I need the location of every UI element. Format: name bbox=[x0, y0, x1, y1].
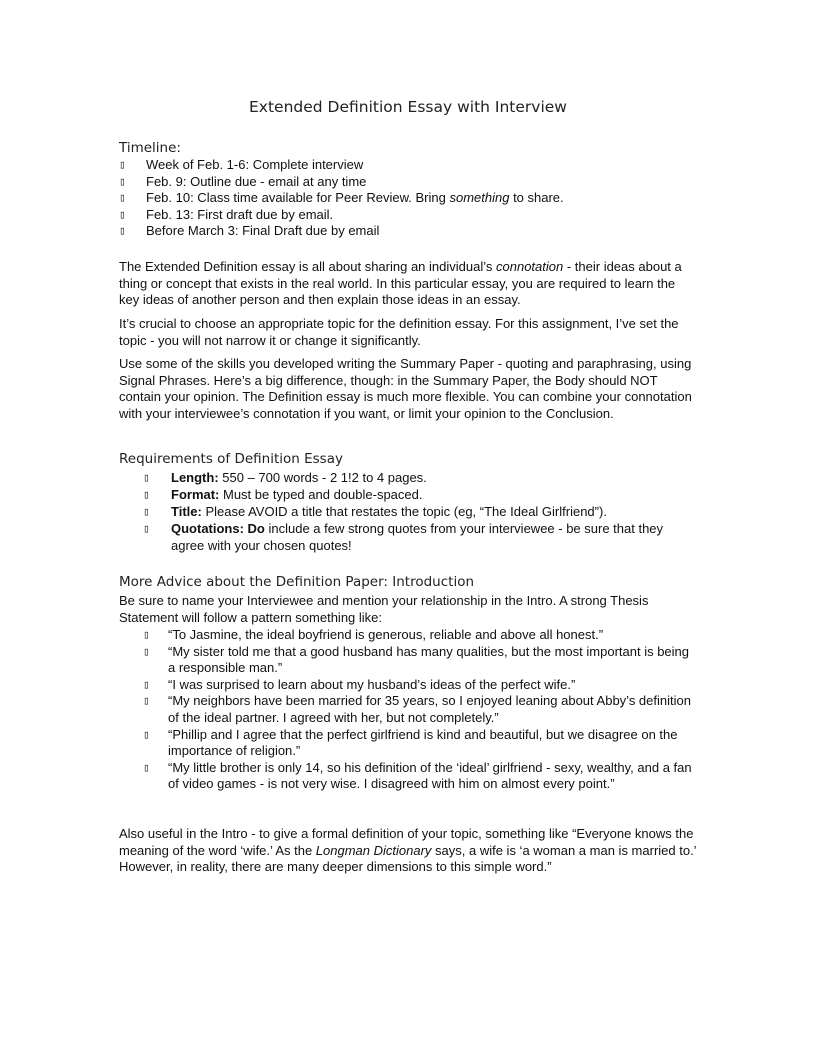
bullet-icon: ▯ bbox=[119, 174, 126, 188]
list-item: ▯ Feb. 9: Outline due - email at any time bbox=[119, 173, 367, 189]
intro-paragraph-1: The Extended Definition essay is all about sharing an individual’s connotation - their ideas about a thing or concept that exists in the real world. In this particular essay, you are required to learn the key ideas of another person and then explain those ideas in an essay. bbox=[119, 259, 682, 307]
intro-paragraph-2: It’s crucial to choose an appropriate topic for the definition essay. For this assignment, I’ve set the topic - you will not narrow it or change it significantly. bbox=[119, 316, 679, 348]
advice-heading: More Advice about the Definition Paper: Introduction bbox=[119, 574, 475, 590]
bullet-icon: ▯ bbox=[143, 644, 150, 658]
list-item: ▯ Title: Please AVOID a title that restates the topic (eg, “The Ideal Girlfriend”). bbox=[143, 504, 607, 520]
bullet-icon: ▯ bbox=[143, 694, 150, 708]
list-item: ▯ “My neighbors have been married for 35 years, so I enjoyed leaning about Abby’s definition of the ideal partner. I agreed with her, but not completely.” bbox=[143, 693, 691, 725]
list-item: ▯ Feb. 13: First draft due by email. bbox=[119, 206, 334, 222]
intro-paragraph-3: Use some of the skills you developed writing the Summary Paper - quoting and paraphrasing, using Signal Phrases. Here’s a big difference, though: in the Summary Paper, the Body should NOT contain your opinion. The Definition essay is much more flexible. You can combine your connotation with your interviewee’s connotation if you want, or limit your opinion to the Conclusion. bbox=[119, 356, 692, 421]
list-item: ▯ Before March 3: Final Draft due by email bbox=[119, 223, 380, 239]
bullet-icon: ▯ bbox=[119, 158, 126, 171]
bullet-icon: ▯ bbox=[143, 727, 150, 741]
bullet-icon: ▯ bbox=[143, 471, 150, 484]
list-item: ▯ Format: Must be typed and double-spaced. bbox=[143, 487, 423, 503]
bullet-icon: ▯ bbox=[119, 224, 126, 238]
timeline-heading: Timeline: bbox=[119, 140, 181, 156]
bullet-icon: ▯ bbox=[143, 760, 150, 774]
list-item: ▯ “My little brother is only 14, so his definition of the ‘ideal’ girlfriend - sexy, wealthy, and a fan of video games - is not very wise. I disagreed with him on almost every point.” bbox=[143, 759, 692, 792]
page-title: Extended Definition Essay with Interview bbox=[249, 98, 567, 116]
bullet-icon: ▯ bbox=[143, 522, 150, 536]
list-item: ▯ “To Jasmine, the ideal boyfriend is generous, reliable and above all honest.” bbox=[143, 627, 604, 642]
requirements-heading: Requirements of Definition Essay bbox=[119, 451, 343, 467]
bullet-icon: ▯ bbox=[119, 191, 126, 205]
bullet-icon: ▯ bbox=[143, 677, 150, 691]
bullet-icon: ▯ bbox=[143, 505, 150, 519]
requirements-list bbox=[143, 470, 699, 555]
list-item: ▯ Feb. 10: Class time available for Peer Review. Bring something to share. bbox=[119, 190, 564, 206]
bullet-icon: ▯ bbox=[143, 628, 150, 641]
closing-paragraph: Also useful in the Intro - to give a formal definition of your topic, something like “Everyone knows the meaning of the word ‘wife.’ As the Longman Dictionary says, a wife is ‘a woman a man is married to.’ However, in reality, there are many deeper dimensions to this simple word.” bbox=[119, 826, 697, 874]
list-item: ▯ “My sister told me that a good husband has many qualities, but the most important is being a responsible man.” bbox=[143, 643, 689, 676]
list-item: ▯ Week of Feb. 1-6: Complete interview bbox=[119, 157, 364, 172]
thesis-examples-list bbox=[143, 627, 699, 793]
list-item: ▯ “Phillip and I agree that the perfect girlfriend is kind and beautiful, but we disagree on the importance of religion.” bbox=[143, 726, 678, 759]
timeline-list bbox=[119, 157, 679, 240]
list-item: ▯ Length: 550 – 700 words - 2 1!2 to 4 pages. bbox=[143, 470, 427, 485]
list-item: ▯ “I was surprised to learn about my husband’s ideas of the perfect wife.” bbox=[143, 676, 576, 692]
advice-lead: Be sure to name your Interviewee and mention your relationship in the Intro. A strong Thesis Statement will follow a pattern something like: bbox=[119, 593, 649, 625]
bullet-icon: ▯ bbox=[119, 207, 126, 221]
bullet-icon: ▯ bbox=[143, 488, 150, 502]
list-item: ▯ Quotations: Do include a few strong quotes from your interviewee - be sure that they agree with your chosen quotes! bbox=[143, 521, 664, 553]
